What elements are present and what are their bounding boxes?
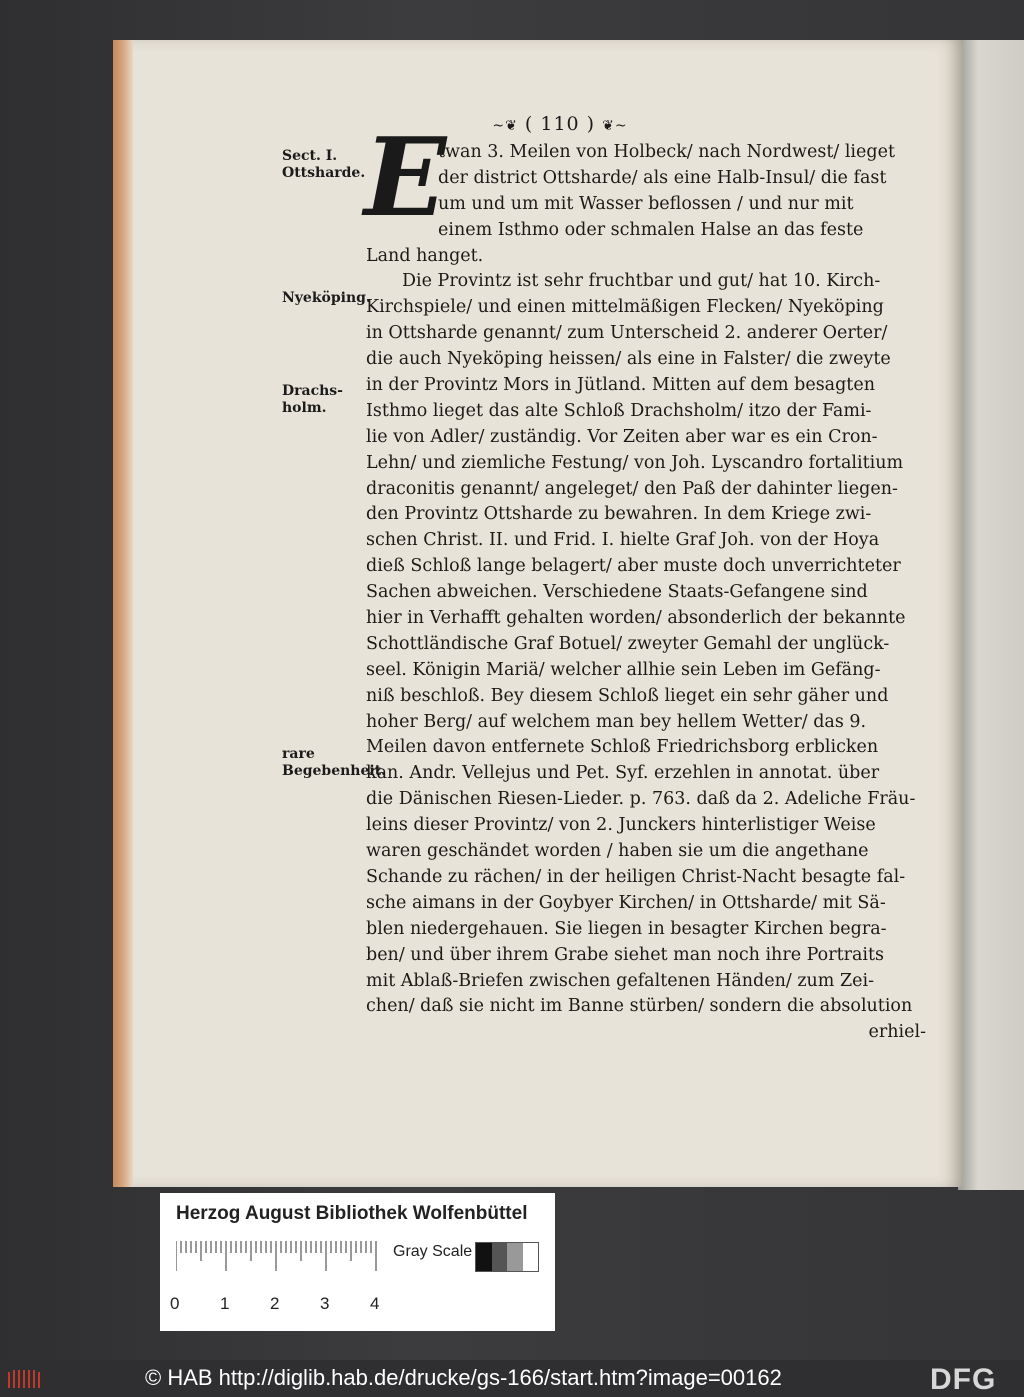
text-line: Schottländische Graf Botuel/ zweyter Gemahl der unglück-	[366, 633, 890, 654]
text-line: der district Ottsharde/ als eine Halb-Insul/ die fast	[438, 167, 887, 188]
text-line: lie von Adler/ zuständig. Vor Zeiten aber war es ein Cron-	[366, 426, 878, 447]
page-number: ( 110 )	[524, 113, 596, 135]
ruler-number: 0	[170, 1294, 180, 1313]
text-line: in Ottsharde genannt/ zum Unterscheid 2. anderer Oerter/	[366, 323, 888, 344]
text-line: seel. Königin Mariä/ welcher allhie sein Leben im Gefäng-	[366, 659, 881, 680]
text-line: um und um mit Wasser beflossen / und nur mit	[438, 193, 854, 214]
text-line: leins dieser Provintz/ von 2. Junckers hinterlistiger Weise	[366, 815, 876, 836]
ornament-left-icon: ~❦	[492, 118, 518, 134]
text-line: die auch Nyeköping heissen/ als eine in Falster/ die zweyte	[366, 349, 891, 370]
text-line: Kirchspiele/ und einen mittelmäßigen Flecken/ Nyeköping	[366, 297, 884, 318]
text-line: waren geschändet worden / haben sie um die angethane	[366, 841, 869, 862]
text-line: Land hanget.	[366, 245, 484, 266]
ornament-right-icon: ❦~	[602, 118, 628, 134]
marginal-note-nyekoping: Nyeköping.	[282, 290, 371, 306]
marginal-note-drachsholm: Drachs-holm.	[282, 383, 343, 416]
text-line: ben/ und über ihrem Grabe siehet man noch ihre Portraits	[366, 944, 885, 965]
text-line: den Provintz Ottsharde zu bewahren. In dem Kriege zwi-	[366, 504, 872, 525]
text-line: Schande zu rächen/ in der heiligen Christ-Nacht besagte fal-	[366, 866, 906, 887]
facing-page-edge	[958, 40, 1024, 1190]
text-line: hoher Berg/ auf welchem man bey hellem Wetter/ das 9.	[366, 711, 867, 732]
text-line: dieß Schloß lange belagert/ aber muste doch unverrichteter	[366, 556, 901, 577]
library-name: Herzog August Bibliothek Wolfenbüttel	[176, 1203, 528, 1224]
text-line: Isthmo lieget das alte Schloß Drachsholm/ itzo der Fami-	[366, 400, 872, 421]
dfg-logo: DFG	[930, 1363, 997, 1396]
text-line: hier in Verhafft gehalten worden/ absonderlich der bekannte	[366, 608, 906, 629]
text-line: draconitis genannt/ angeleget/ den Paß der dahinter liegen-	[366, 478, 898, 499]
text-line: twan 3. Meilen von Holbeck/ nach Nordwest/ lieget	[438, 142, 895, 162]
text-line: chen/ daß sie nicht im Banne stürben/ sondern die absolution	[366, 996, 913, 1017]
ruler-number: 3	[320, 1294, 330, 1313]
hab-logo-icon	[6, 1368, 42, 1390]
text-line: niß beschloß. Bey diesem Schloß lieget ein sehr gäher und	[366, 685, 889, 706]
marginal-note-rare-event: rare Begebenheit.	[282, 746, 387, 779]
gray-scale-label: Gray Scale	[393, 1243, 473, 1260]
page-fore-edge	[113, 40, 133, 1187]
body-text	[366, 140, 926, 1046]
measurement-ruler-icon	[176, 1241, 386, 1271]
library-label-card	[160, 1193, 555, 1331]
text-line: Die Provintz ist sehr fruchtbar und gut/ hat 10. Kirch-	[402, 271, 881, 292]
text-line: Meilen davon entfernete Schloß Friedrichsborg erblicken	[366, 737, 879, 758]
gray-scale-swatch	[475, 1242, 539, 1272]
ruler-number: 2	[270, 1294, 280, 1313]
ruler-number: 1	[220, 1294, 230, 1313]
text-line: Lehn/ und ziemliche Festung/ von Joh. Lyscandro fortalitium	[366, 452, 904, 473]
text-line: die Dänischen Riesen-Lieder. p. 763. daß da 2. Adeliche Fräu-	[366, 789, 916, 810]
text-line: schen Christ. II. und Frid. I. hielte Graf Joh. von der Hoya	[366, 530, 880, 551]
text-line: in der Provintz Mors in Jütland. Mitten auf dem besagten	[366, 375, 875, 396]
text-line: blen niedergehauen. Sie liegen in besagter Kirchen begra-	[366, 918, 887, 939]
text-line: mit Ablaß-Briefen zwischen gefaltenen Händen/ zum Zei-	[366, 970, 874, 991]
marginal-note-section: Sect. I. Ottsharde.	[282, 148, 366, 181]
text-line: erhiel-	[868, 1022, 926, 1043]
footer-bar	[0, 1360, 1024, 1397]
text-line: sche aimans in der Goybyer Kirchen/ in Ottsharde/ mit Sä-	[366, 892, 886, 913]
page-header	[470, 113, 650, 135]
text-line: einem Isthmo oder schmalen Halse an das feste	[438, 219, 864, 240]
ruler-number: 4	[370, 1294, 380, 1313]
decorated-initial: E	[364, 115, 447, 241]
text-line: kan. Andr. Vellejus und Pet. Syf. erzehlen in annotat. über	[366, 763, 880, 784]
text-line: Sachen abweichen. Verschiedene Staats-Gefangene sind	[366, 582, 868, 603]
copyright-link[interactable]: © HAB http://diglib.hab.de/drucke/gs-166/start.htm?image=00162	[145, 1365, 782, 1390]
